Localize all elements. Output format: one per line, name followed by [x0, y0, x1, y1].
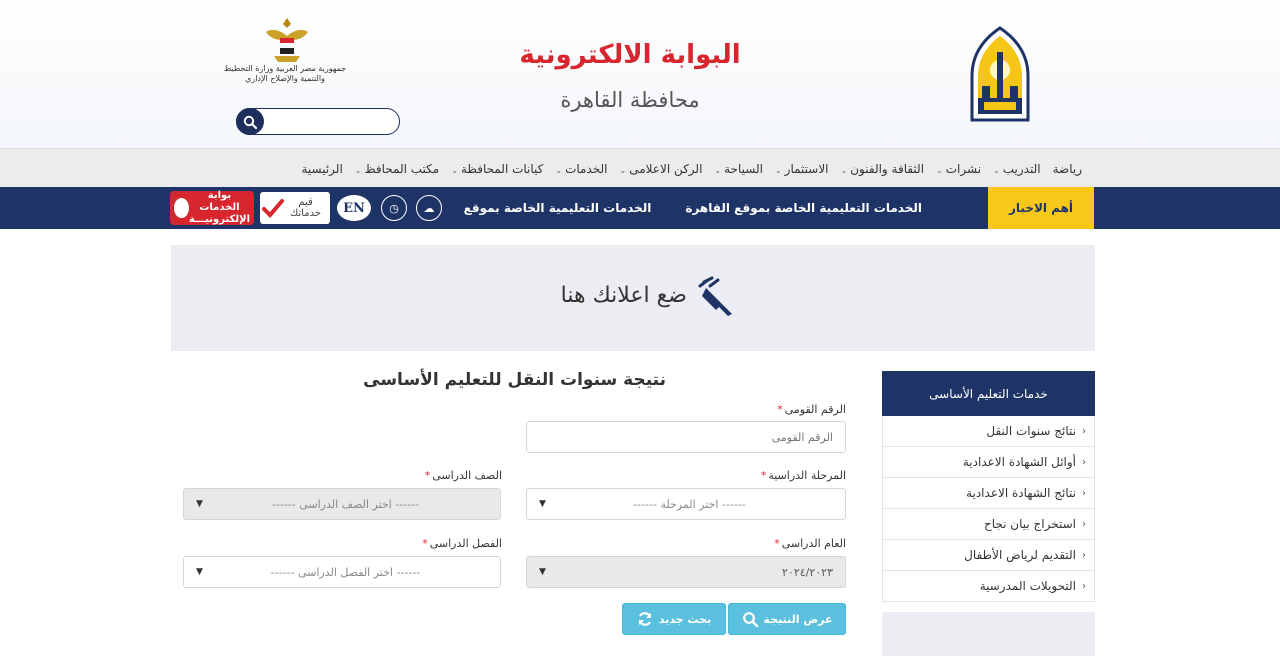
- refresh-icon: [637, 611, 653, 627]
- year-select-value: ٢٠٢٤/٢٠٢٣: [782, 565, 833, 579]
- nav-item-label: نشرات: [945, 161, 982, 176]
- chevron-left-icon: ‹: [1082, 487, 1086, 499]
- chevron-down-icon: ▼: [539, 499, 546, 509]
- nav-item-label: كيانات المحافظة: [460, 161, 544, 176]
- chevron-down-icon: ▼: [196, 499, 203, 509]
- chevron-left-icon: ‹: [1082, 580, 1086, 592]
- nav-item-label: مكتب المحافظ: [364, 161, 440, 176]
- chevron-down-icon: ⌄: [840, 165, 848, 175]
- search-icon: [243, 115, 257, 129]
- year-label-text: العام الدراسى: [781, 537, 846, 550]
- ad-text: ضع اعلانك هنا: [560, 283, 687, 308]
- new-search-button[interactable]: [622, 603, 726, 635]
- stage-select-value: ------ اختر المرحلة ------: [633, 497, 746, 511]
- grade-label: [356, 469, 502, 482]
- search-button[interactable]: [236, 108, 264, 135]
- chevron-down-icon: ⌄: [451, 165, 458, 175]
- qeyam-line-2: خدماتك: [290, 208, 322, 219]
- nav-item[interactable]: [445, 162, 549, 176]
- show-result-button[interactable]: [728, 603, 846, 635]
- news-ticker[interactable]: [463, 187, 922, 229]
- year-label: [700, 537, 846, 550]
- egypt-emblem-icon: [174, 198, 189, 218]
- megaphone-icon: [698, 276, 738, 318]
- stage-select[interactable]: [526, 488, 846, 520]
- nav-item[interactable]: [769, 162, 835, 176]
- nav-item[interactable]: [987, 162, 1047, 176]
- nav-item-label: الخدمات: [565, 161, 608, 176]
- year-select[interactable]: [526, 556, 846, 588]
- egov-portal-button[interactable]: [170, 191, 254, 225]
- sidebar-footer: [882, 612, 1095, 656]
- term-select[interactable]: [183, 556, 501, 588]
- chevron-down-icon: ⌄: [774, 165, 782, 175]
- cairo-governorate-logo[interactable]: [968, 26, 1032, 122]
- chevron-down-icon: ⌄: [936, 165, 943, 175]
- grade-select[interactable]: [183, 488, 501, 520]
- sidebar-item[interactable]: [882, 447, 1095, 478]
- english-language-button[interactable]: EN: [337, 195, 371, 221]
- term-label: [356, 537, 502, 550]
- search-input[interactable]: [267, 112, 393, 131]
- required-marker: *: [774, 537, 780, 550]
- ministry-text: جمهورية مصر العربية وزارة التخطيط والتنمية والإصلاح الإداري: [223, 64, 347, 83]
- chevron-down-icon: ⌄: [714, 165, 722, 175]
- new-search-label: بحث جديد: [658, 612, 712, 626]
- chevron-left-icon: ‹: [1082, 425, 1086, 437]
- nav-item-label: السياحة: [724, 161, 763, 176]
- egov-line-2: الإلكترونيـــة: [188, 214, 250, 225]
- sidebar-item-label: التحويلات المدرسية: [979, 579, 1076, 593]
- required-marker: *: [760, 469, 767, 482]
- nav-item[interactable]: [295, 162, 348, 176]
- nav-item-label: الرئيسية: [301, 161, 343, 176]
- egov-line-1: بوابة الخدمات: [199, 190, 240, 213]
- grade-label-text: الصف الدراسى: [432, 469, 502, 482]
- required-marker: *: [424, 469, 431, 482]
- nav-item-label: الثقافة والفنون: [850, 161, 925, 176]
- chevron-down-icon: ⌄: [354, 165, 362, 175]
- term-label-text: الفصل الدراسى: [429, 537, 502, 550]
- portal-title: البوابة الالكترونية: [519, 40, 741, 70]
- qeyam-line-1: قيم: [298, 197, 313, 208]
- chevron-left-icon: ‹: [1082, 518, 1086, 530]
- nav-item-label: الركن الاعلامى: [629, 161, 703, 176]
- sidebar-title: خدمات التعليم الأساسى: [882, 371, 1095, 416]
- show-result-label: عرض النتيجة: [763, 612, 833, 626]
- search-icon: [742, 611, 758, 627]
- sidebar-item-label: استخراج بيان نجاح: [983, 517, 1076, 531]
- stage-label-text: المرحلة الدراسية: [768, 469, 846, 482]
- chevron-down-icon: ⌄: [555, 165, 563, 175]
- national-id-label: [700, 403, 846, 416]
- sidebar-item[interactable]: [882, 540, 1095, 571]
- sidebar-item-label: نتائج سنوات النقل: [986, 424, 1076, 438]
- nav-item[interactable]: [708, 162, 769, 176]
- nav-list: [295, 149, 1088, 188]
- nav-item-label: التدريب: [1002, 161, 1041, 176]
- chevron-down-icon: ⌄: [993, 165, 1000, 175]
- egypt-eagle-emblem-icon: [262, 14, 312, 66]
- sidebar-item[interactable]: [882, 571, 1095, 602]
- site-header: [0, 0, 1280, 148]
- news-label: أهم الاخبار: [988, 187, 1094, 229]
- weather-cloud-icon[interactable]: ☁: [416, 195, 442, 221]
- sidebar-item[interactable]: [882, 416, 1095, 447]
- chevron-left-icon: ‹: [1082, 456, 1086, 468]
- search-box: [236, 108, 400, 135]
- nav-item[interactable]: [614, 162, 709, 176]
- nav-item-label: الاستثمار: [784, 161, 829, 176]
- sidebar-item[interactable]: [882, 478, 1095, 509]
- nav-item[interactable]: [930, 162, 987, 176]
- required-marker: *: [422, 537, 428, 550]
- national-id-input[interactable]: [526, 421, 846, 453]
- sidebar-item[interactable]: [882, 509, 1095, 540]
- required-marker: *: [777, 403, 783, 416]
- ticker-item[interactable]: الخدمات التعليمية الخاصة بموقع: [463, 201, 652, 215]
- stage-label: [700, 469, 846, 482]
- grade-select-value: ------ اختر الصف الدراسى ------: [271, 497, 420, 511]
- ticker-item[interactable]: الخدمات التعليمية الخاصة بموقع القاهرة: [685, 201, 922, 215]
- national-id-label-text: الرقم القومى: [784, 403, 846, 416]
- nav-item[interactable]: [835, 162, 931, 176]
- sidebar: [882, 371, 1095, 656]
- chevron-down-icon: ▼: [196, 567, 203, 577]
- sidebar-item-label: نتائج الشهادة الاعدادية: [966, 486, 1076, 500]
- nav-item-label: رياضة: [1052, 161, 1082, 176]
- clock-icon[interactable]: ◷: [381, 195, 407, 221]
- form-title: نتيجة سنوات النقل للتعليم الأساسى: [363, 370, 666, 390]
- sidebar-item-label: التقديم لرياض الأطفال: [964, 548, 1076, 562]
- portal-subtitle: محافظة القاهرة: [560, 88, 700, 112]
- nav-item[interactable]: [349, 162, 445, 176]
- rate-services-button[interactable]: [260, 192, 330, 224]
- nav-item[interactable]: [1047, 162, 1088, 176]
- sidebar-item-label: أوائل الشهادة الاعدادية: [962, 455, 1076, 469]
- nav-item[interactable]: [549, 162, 613, 176]
- chevron-down-icon: ▼: [539, 567, 546, 577]
- main-nav: [0, 148, 1280, 187]
- chevron-left-icon: ‹: [1082, 549, 1086, 561]
- term-select-value: ------ اختر الفصل الدراسى ------: [270, 565, 421, 579]
- chevron-down-icon: ⌄: [619, 165, 627, 175]
- checkmark-logo-icon: [260, 195, 286, 221]
